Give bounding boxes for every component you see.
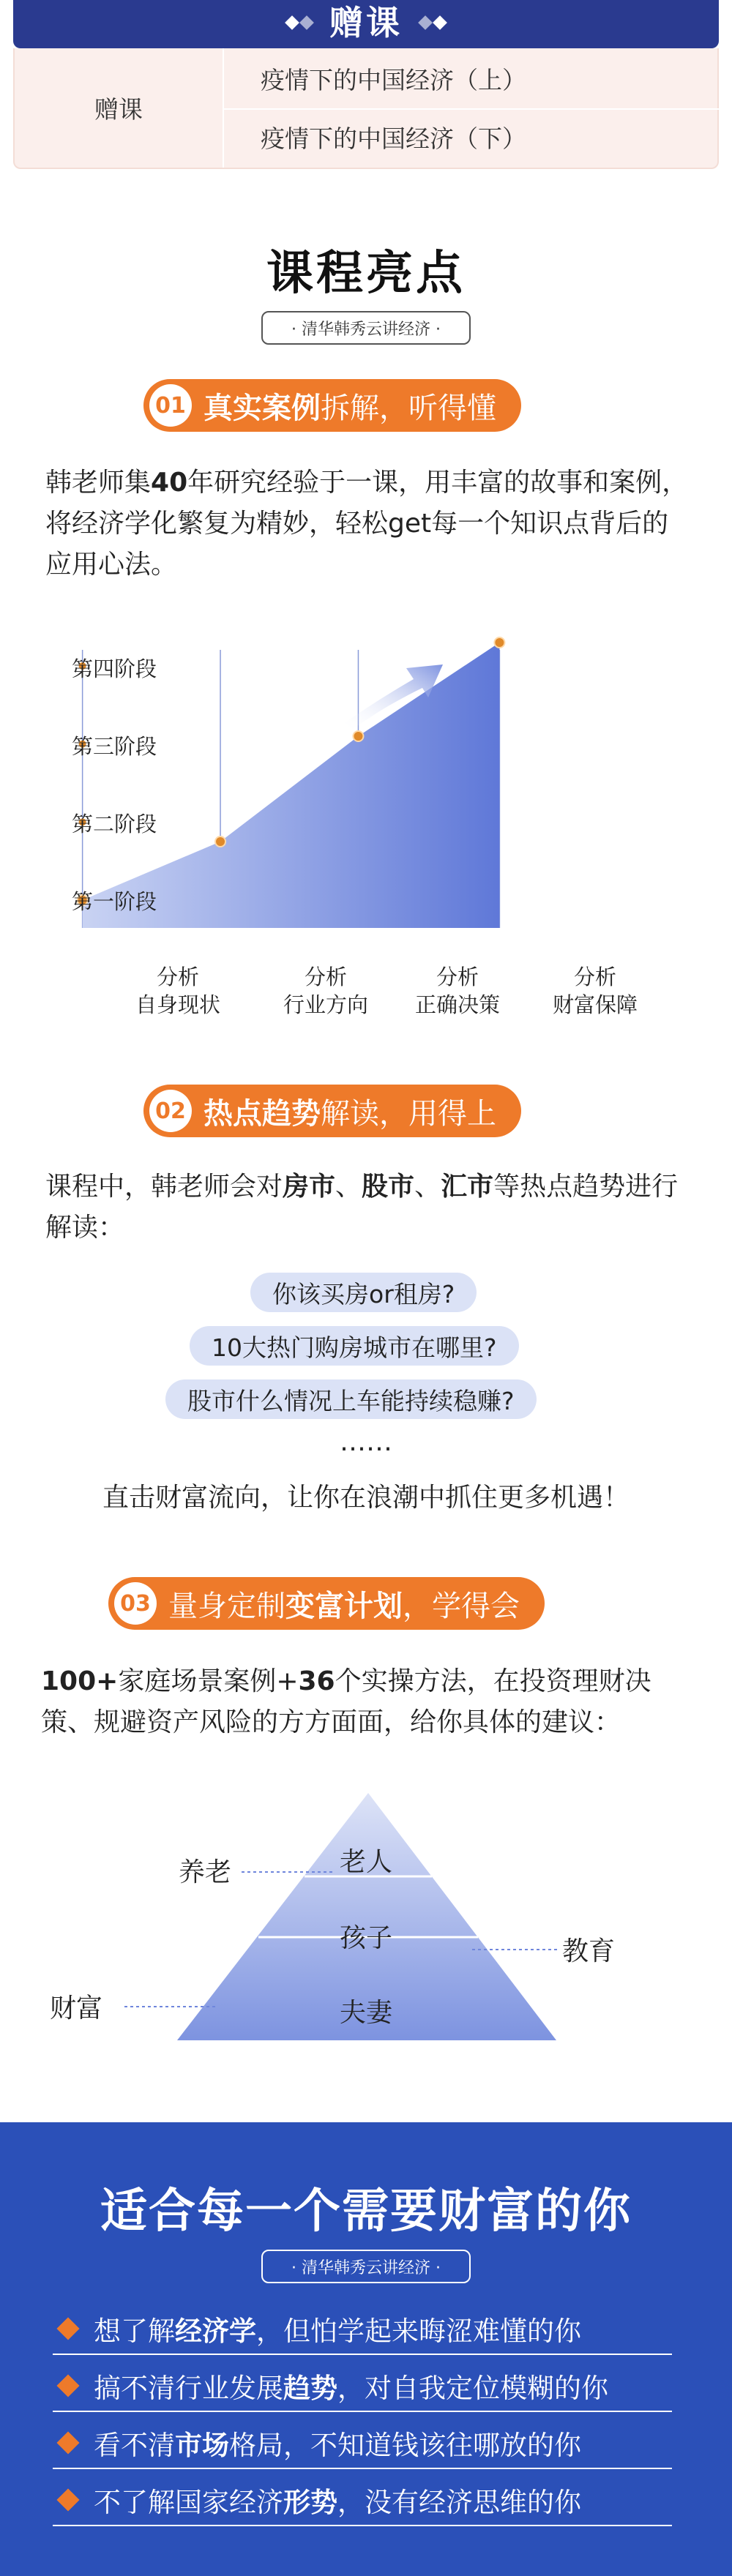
item-text: 不了解国家经济 (94, 2487, 283, 2518)
data-point (353, 731, 363, 741)
number-badge: 01 (149, 384, 192, 427)
x-tick-label (274, 963, 377, 1019)
paragraph-bold: 房市 (283, 1172, 336, 1202)
gift-course-item[interactable]: 疫情下的中国经济（上） (261, 66, 526, 94)
question-chip[interactable]: 股市什么情况上车能持续稳赚? (165, 1379, 537, 1419)
paragraph-bold: 汇市 (441, 1172, 494, 1202)
question-chip[interactable]: 10大热门购房城市在哪里? (190, 1326, 519, 1366)
brand-tag: · 清华韩秀云讲经济 · (261, 2250, 471, 2283)
item-text: 看不清 (94, 2430, 175, 2461)
x-tick-line: 财富保障 (552, 992, 638, 1017)
x-tick-line: 正确决策 (414, 992, 500, 1017)
highlight-paragraph-02 (45, 1167, 690, 1248)
number-badge: 02 (149, 1090, 192, 1132)
stage-chart (59, 628, 630, 950)
paragraph-bold: 36 (298, 1666, 335, 1696)
x-tick-line: 分析 (304, 965, 347, 989)
number-badge: 03 (114, 1582, 157, 1625)
y-tick-label: 第三阶段 (72, 734, 157, 759)
paragraph-text: 、 (335, 1172, 362, 1202)
pill-text: ，学得会 (403, 1589, 520, 1623)
x-tick-line: 行业方向 (283, 992, 368, 1017)
paragraph-bold: 100+ (41, 1666, 119, 1696)
item-text: 格局，不知道钱该往哪放的你 (229, 2430, 581, 2461)
label-education: 教育 (562, 1936, 616, 1966)
pyramid-level-children: 孩子 (340, 1923, 393, 1953)
paragraph-bold: 股市 (362, 1172, 415, 1202)
pill-text: 解读，用得上 (321, 1096, 496, 1131)
x-tick-line: 自身现状 (135, 992, 220, 1017)
x-tick-label (127, 963, 229, 1019)
diamond-bullet-icon (56, 2317, 79, 2340)
highlights-title: 课程亮点 (266, 247, 466, 301)
question-chip[interactable]: 你该买房or租房? (250, 1273, 477, 1312)
family-pyramid (44, 1786, 688, 2064)
label-wealth: 财富 (50, 1993, 103, 2023)
x-tick-label (406, 963, 509, 1019)
item-bold: 形势 (283, 2487, 337, 2518)
paragraph-text: 课程中，韩老师会对 (45, 1172, 283, 1202)
gift-table (13, 48, 719, 169)
audience-item (53, 2475, 672, 2526)
diamond-bullet-icon (56, 2431, 79, 2454)
paragraph-text: 等热点趋势进行解读： (45, 1172, 679, 1243)
divider (223, 108, 720, 110)
highlight-pill-02 (143, 1085, 521, 1137)
diamond-bullet-icon (56, 2488, 79, 2511)
audience-title: 适合每一个需要财富的你 (100, 2184, 632, 2239)
pyramid-level-elderly: 老人 (340, 1847, 393, 1877)
gift-title: 赠课 (329, 3, 403, 42)
data-point (494, 637, 504, 648)
audience-item (53, 2304, 672, 2355)
item-bold: 趋势 (283, 2373, 337, 2404)
label-elderly-care: 养老 (179, 1857, 232, 1887)
paragraph-text: 个实操方法，在投资理财决策、规避资产风险的方方面面，给你具体的建议： (41, 1666, 651, 1737)
diamond-bullet-icon (56, 2374, 79, 2397)
pill-text: 拆解，听得懂 (321, 391, 496, 425)
gift-course-item[interactable]: 疫情下的中国经济（下） (261, 124, 526, 153)
y-tick-label: 第一阶段 (72, 889, 157, 914)
x-tick-label (544, 963, 646, 1019)
y-tick-label: 第二阶段 (72, 812, 157, 836)
highlight-paragraph-01 (45, 463, 690, 585)
highlight-paragraph-03 (41, 1661, 700, 1743)
brand-tag: · 清华韩秀云讲经济 · (261, 311, 471, 345)
audience-item (53, 2361, 672, 2412)
item-text: ，没有经济思维的你 (337, 2487, 581, 2518)
pill-bold-text: 真实案例 (203, 391, 321, 425)
item-bold: 市场 (175, 2430, 229, 2461)
paragraph-text: 家庭场景案例+ (118, 1666, 299, 1696)
x-tick-line: 分析 (156, 965, 199, 989)
x-tick-line: 分析 (573, 965, 616, 989)
item-text: 搞不清行业发展 (94, 2373, 283, 2404)
gift-header-bar (13, 0, 719, 48)
item-bold: 经济学 (175, 2315, 256, 2347)
audience-item (53, 2418, 672, 2469)
highlight-pill-01 (143, 379, 521, 432)
paragraph-text: 年研究经验于一课，用丰富的故事和案例，将经济学化繁复为精妙，轻松get每一个知识点背后的应用心法。 (45, 468, 689, 580)
gift-label: 赠课 (94, 95, 143, 124)
item-text: ，但怕学起来晦涩难懂的你 (256, 2315, 581, 2347)
item-text: ，对自我定位模糊的你 (337, 2373, 608, 2404)
x-tick-line: 分析 (436, 965, 479, 989)
ellipsis: …… (340, 1427, 392, 1457)
pill-text: 量身定制 (168, 1589, 285, 1623)
y-tick-label: 第四阶段 (72, 656, 157, 681)
pyramid-level-couple: 夫妻 (340, 1998, 393, 2028)
paragraph-bold: 40 (151, 468, 188, 498)
highlight-pill-03 (108, 1577, 545, 1630)
closing-line: 直击财富流向，让你在浪潮中抓住更多机遇！ (102, 1483, 630, 1513)
audience-section (0, 2122, 732, 2576)
paragraph-text: 、 (414, 1172, 441, 1202)
item-text: 想了解 (94, 2315, 175, 2347)
data-point (215, 836, 225, 847)
pill-bold-text: 热点趋势 (203, 1096, 321, 1131)
pill-bold-text: 变富计划 (285, 1589, 403, 1623)
paragraph-text: 韩老师集 (45, 468, 152, 498)
